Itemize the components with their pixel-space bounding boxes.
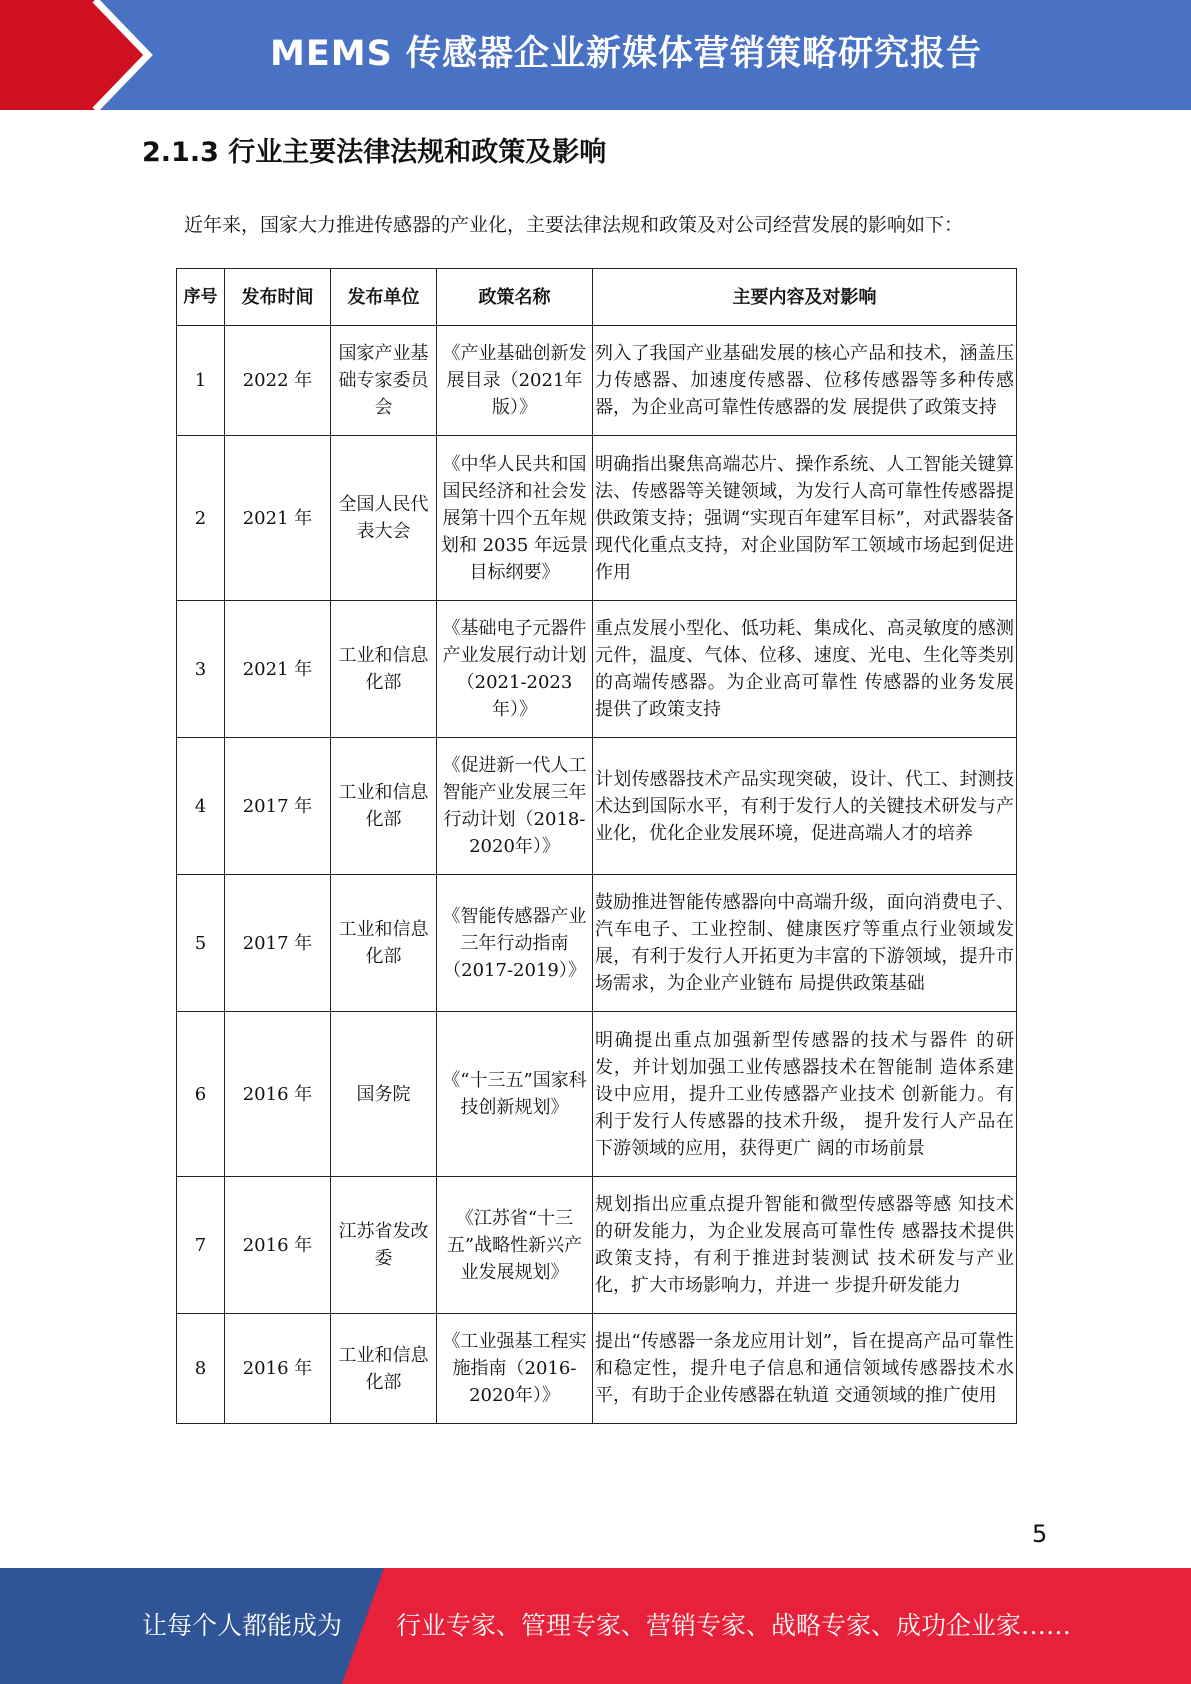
row-date: 2016 年: [225, 1012, 331, 1177]
row-org: 工业和信息化部: [331, 738, 437, 875]
section-heading: 2.1.3 行业主要法律法规和政策及影响: [142, 137, 607, 168]
row-org: 国家产业基础专家委员会: [331, 326, 437, 436]
row-org: 工业和信息化部: [331, 1314, 437, 1424]
row-content: 计划传感器技术产品实现突破，设计、代工、封测技术达到国际水平，有利于发行人的关键技术研发与产业化，优化企业发展环境，促进高端人才的培养: [593, 738, 1017, 875]
table-header-row: [177, 269, 1017, 326]
row-policy-name: 《江苏省“十三五”战略性新兴产业发展规划》: [437, 1177, 593, 1314]
table-row: [177, 1012, 1017, 1177]
row-no: 8: [177, 1314, 225, 1424]
row-org: 全国人民代表大会: [331, 436, 437, 601]
row-date: 2021 年: [225, 436, 331, 601]
table-row: [177, 1314, 1017, 1424]
row-date: 2016 年: [225, 1314, 331, 1424]
footer-slogan-right: 行业专家、管理专家、营销专家、战略专家、成功企业家……: [396, 1611, 1072, 1640]
header-banner: [0, 0, 1191, 110]
row-date: 2022 年: [225, 326, 331, 436]
header-name: 政策名称: [437, 269, 593, 326]
row-content: 明确指出聚焦高端芯片、操作系统、人工智能关键算法、传感器等关键领域，为发行人高可靠性传感器提供政策支持；强调“实现百年建军目标”，对武器装备现代化重点支持，对企业国防军工领域市场起到促进作用: [593, 436, 1017, 601]
row-date: 2016 年: [225, 1177, 331, 1314]
row-content: 列入了我国产业基础发展的核心产品和技术，涵盖压力传感器、加速度传感器、位移传感器等多种传感器，为企业高可靠性传感器的发 展提供了政策支持: [593, 326, 1017, 436]
intro-paragraph: 近年来，国家大力推进传感器的产业化，主要法律法规和政策及对公司经营发展的影响如下：: [184, 214, 964, 236]
row-org: 国务院: [331, 1012, 437, 1177]
row-no: 2: [177, 436, 225, 601]
row-no: 7: [177, 1177, 225, 1314]
table-row: [177, 326, 1017, 436]
policy-table: [176, 268, 1017, 1424]
row-no: 4: [177, 738, 225, 875]
row-policy-name: 《产业基础创新发展目录（2021年版）》: [437, 326, 593, 436]
table-row: [177, 436, 1017, 601]
page-number: 5: [1032, 1520, 1048, 1548]
row-no: 5: [177, 875, 225, 1012]
row-no: 1: [177, 326, 225, 436]
row-policy-name: 《智能传感器产业三年行动指南（2017-2019）》: [437, 875, 593, 1012]
row-policy-name: 《工业强基工程实施指南（2016-2020年）》: [437, 1314, 593, 1424]
table-row: [177, 1177, 1017, 1314]
header-content: 主要内容及对影响: [593, 269, 1017, 326]
table-row: [177, 738, 1017, 875]
row-org: 江苏省发改委: [331, 1177, 437, 1314]
row-org: 工业和信息化部: [331, 601, 437, 738]
row-no: 3: [177, 601, 225, 738]
row-content: 鼓励推进智能传感器向中高端升级，面向消费电子、汽车电子、工业控制、健康医疗等重点行业领域发展，有利于发行人开拓更为丰富的下游领域，提升市场需求，为企业产业链布 局提供政策基础: [593, 875, 1017, 1012]
row-date: 2017 年: [225, 875, 331, 1012]
row-content: 规划指出应重点提升智能和微型传感器等感 知技术的研发能力，为企业发展高可靠性传 感器技术提供政策支持，有利于推进封装测试 技术研发与产业化，扩大市场影响力，并进一 步提升研发能力: [593, 1177, 1017, 1314]
header-date: 发布时间: [225, 269, 331, 326]
row-no: 6: [177, 1012, 225, 1177]
footer-banner: [0, 1568, 1191, 1684]
row-date: 2021 年: [225, 601, 331, 738]
row-policy-name: 《促进新一代人工智能产业发展三年行动计划（2018-2020年）》: [437, 738, 593, 875]
row-content: 提出“传感器一条龙应用计划”，旨在提高产品可靠性和稳定性，提升电子信息和通信领域传感器技术水平，有助于企业传感器在轨道 交通领域的推广使用: [593, 1314, 1017, 1424]
row-policy-name: 《中华人民共和国国民经济和社会发展第十四个五年规划和 2035 年远景目标纲要》: [437, 436, 593, 601]
row-date: 2017 年: [225, 738, 331, 875]
row-org: 工业和信息化部: [331, 875, 437, 1012]
row-content: 重点发展小型化、低功耗、集成化、高灵敏度的感测元件，温度、气体、位移、速度、光电、生化等类别的高端传感器。为企业高可靠性 传感器的业务发展提供了政策支持: [593, 601, 1017, 738]
table-row: [177, 601, 1017, 738]
header-no: 序号: [177, 269, 225, 326]
row-content: 明确提出重点加强新型传感器的技术与器件 的研发，并计划加强工业传感器技术在智能制 造体系建设中应用，提升工业传感器产业技术 创新能力。有利于发行人传感器的技术升级， 提升发行人产品在下游领域的应用，获得更广 阔的市场前景: [593, 1012, 1017, 1177]
report-title: MEMS 传感器企业新媒体营销策略研究报告: [270, 34, 982, 74]
header-org: 发布单位: [331, 269, 437, 326]
row-policy-name: 《“十三五”国家科技创新规划》: [437, 1012, 593, 1177]
table-row: [177, 875, 1017, 1012]
row-policy-name: 《基础电子元器件产业发展行动计划（2021-2023年）》: [437, 601, 593, 738]
footer-slogan-left: 让每个人都能成为: [142, 1611, 343, 1640]
